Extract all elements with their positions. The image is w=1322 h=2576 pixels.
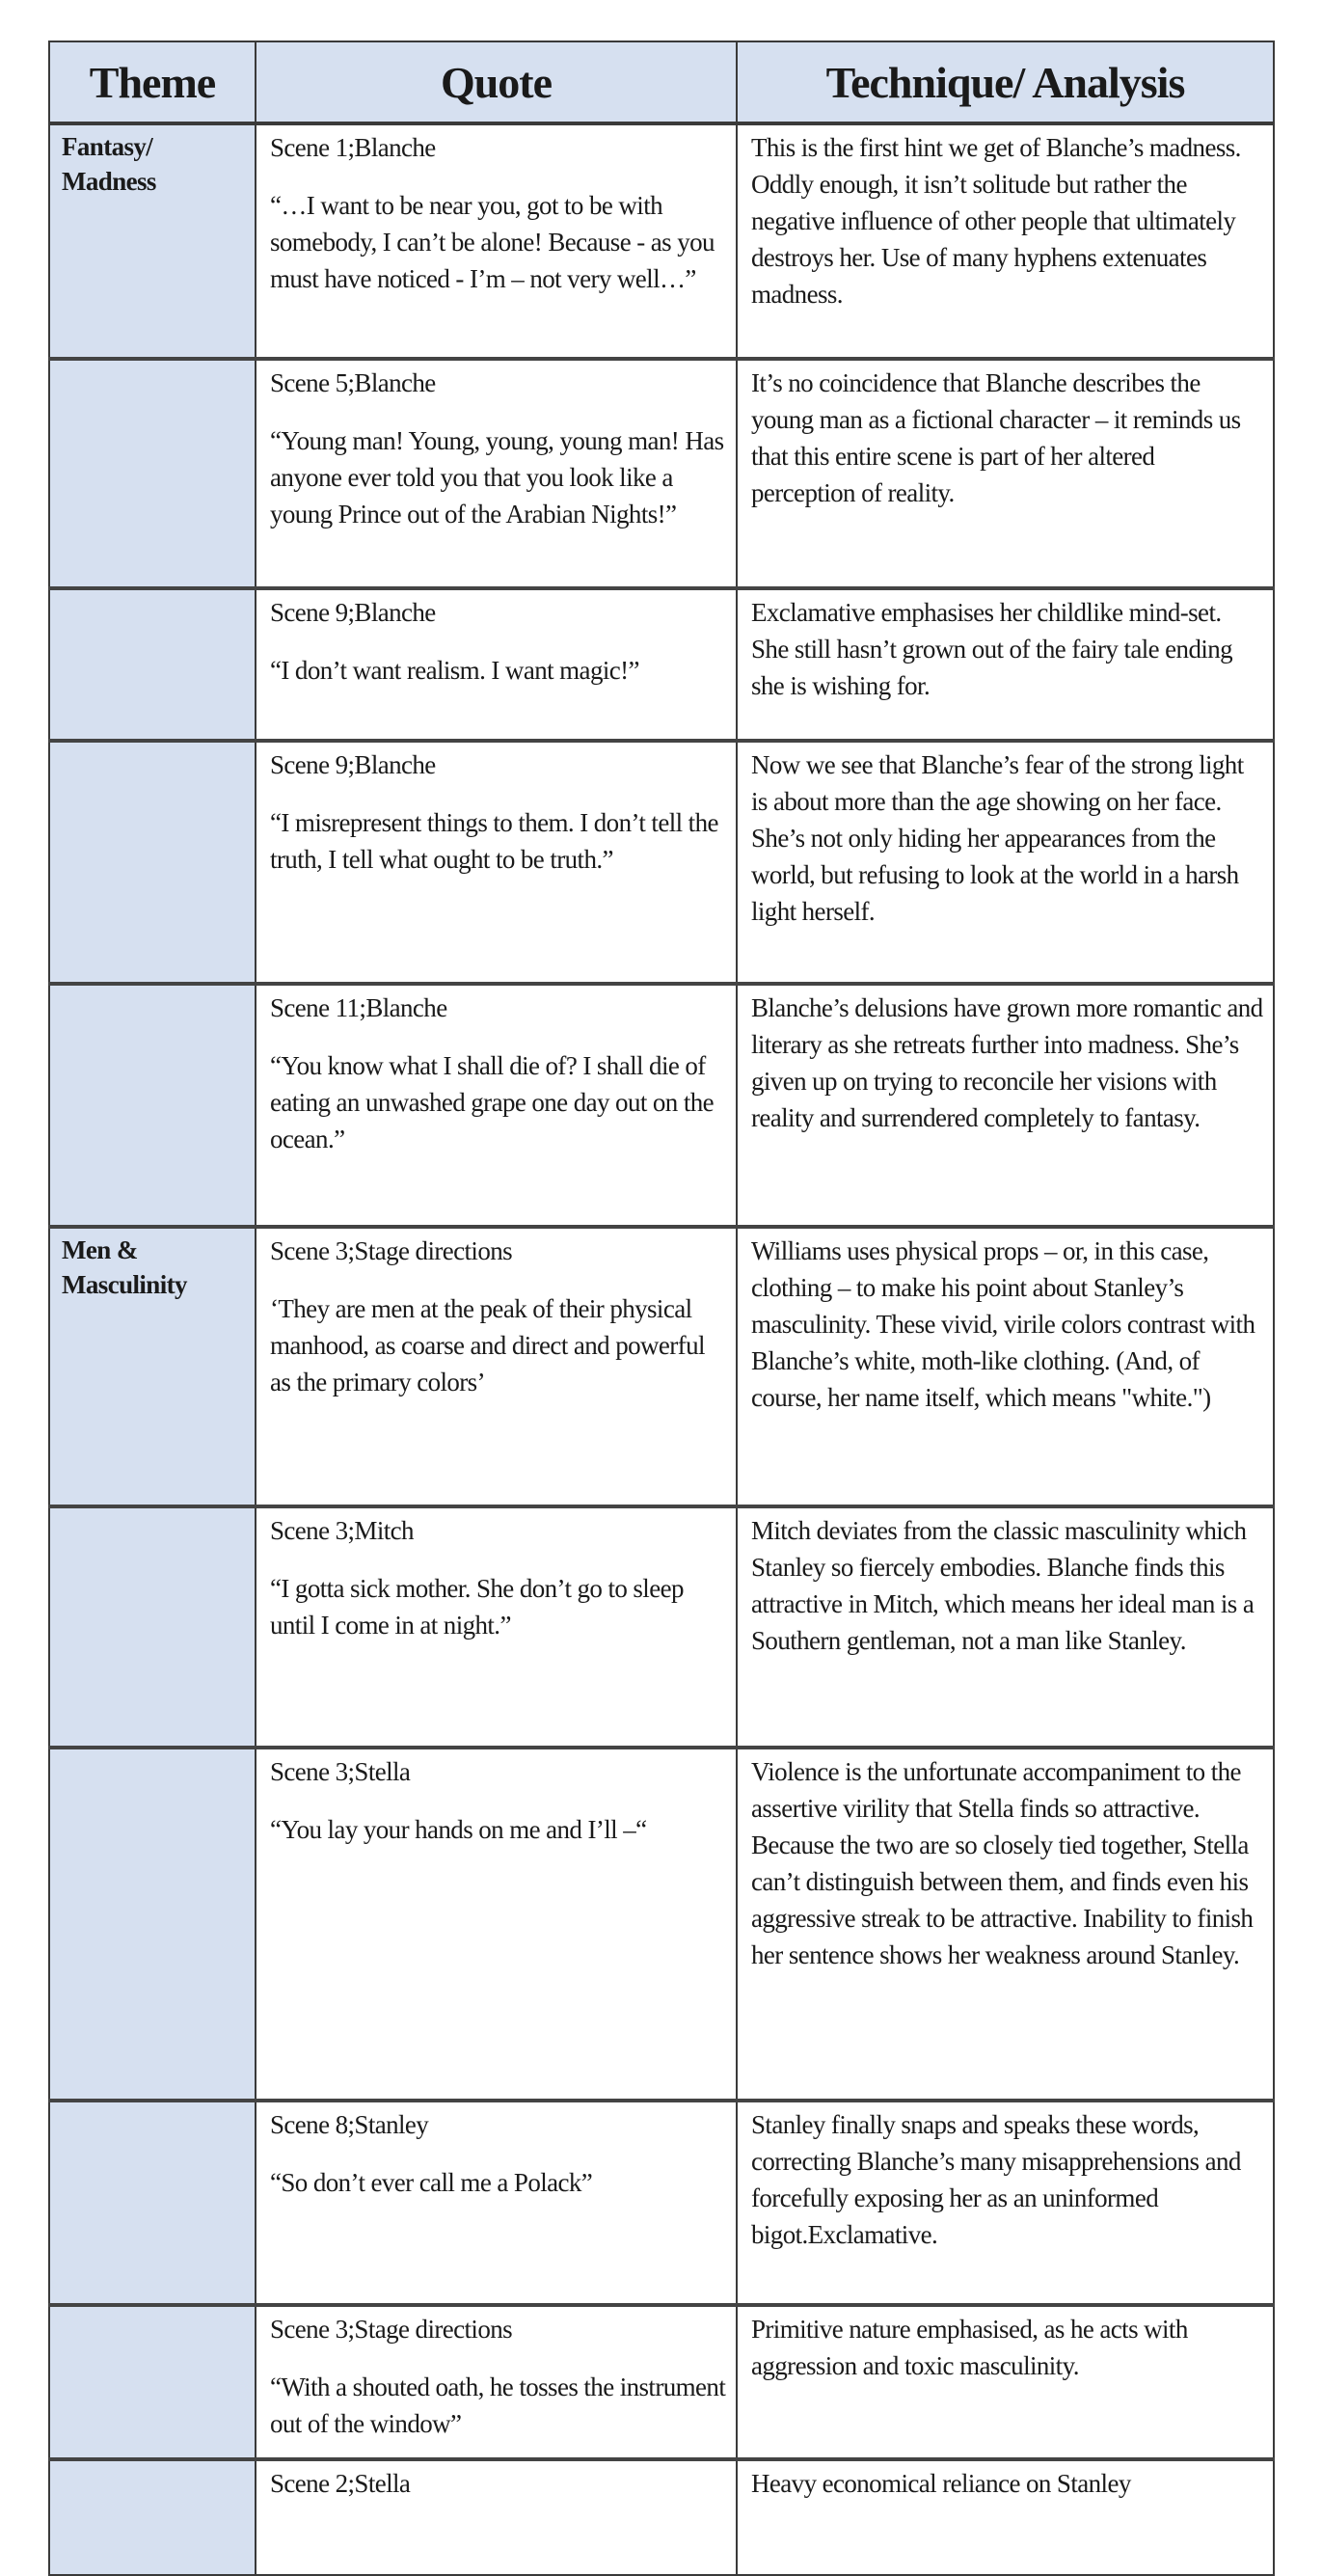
quote-analysis-table (48, 41, 1275, 2576)
theme-cell (49, 588, 256, 741)
quote-cell (256, 2101, 737, 2305)
theme-cell: Men & Masculinity (49, 1227, 256, 1506)
quote-cell (256, 1506, 737, 1748)
scene-label: Scene 3;Stage directions (270, 2315, 513, 2344)
analysis-cell: Williams uses physical props – or, in this case, clothing – to make his point about Stanley’s masculinity. These vivid, virile colors contrast with Blanche’s white, moth-like clothing. (And, of course, her name itself, which means "white.") (737, 1227, 1274, 1506)
analysis-cell: Primitive nature emphasised, as he acts with aggression and toxic masculinity. (737, 2305, 1274, 2459)
table-row (49, 741, 1274, 984)
analysis-cell: It’s no coincidence that Blanche describes the young man as a fictional character – it reminds us that this entire scene is part of her altered perception of reality. (737, 359, 1274, 588)
quote-cell (256, 741, 737, 984)
scene-label: Scene 3;Stage directions (270, 1236, 513, 1265)
quote-text: “You know what I shall die of? I shall die of eating an unwashed grape one day out on the ocean.” (270, 1051, 715, 1153)
quote-text: “You lay your hands on me and I’ll –“ (270, 1815, 647, 1844)
analysis-cell: Stanley finally snaps and speaks these words, correcting Blanche’s many misapprehensions and forcefully exposing her as an uninformed bigot.Exclamative. (737, 2101, 1274, 2305)
table-row (49, 984, 1274, 1227)
analysis-cell: This is the first hint we get of Blanche’s madness. Oddly enough, it isn’t solitude but rather the negative influence of other people that ultimately destroys her. Use of many hyphens extenuates madness. (737, 123, 1274, 359)
scene-label: Scene 1;Blanche (270, 133, 436, 162)
quote-cell (256, 359, 737, 588)
table-row (49, 2101, 1274, 2305)
quote-cell (256, 588, 737, 741)
scene-label: Scene 11;Blanche (270, 993, 447, 1022)
quote-cell (256, 2459, 737, 2575)
scene-label: Scene 9;Blanche (270, 598, 436, 627)
analysis-cell: Exclamative emphasises her childlike mind-set. She still hasn’t grown out of the fairy tale ending she is wishing for. (737, 588, 1274, 741)
quote-text: ‘They are men at the peak of their physical manhood, as coarse and direct and powerful as the primary colors’ (270, 1294, 705, 1396)
quote-cell (256, 1227, 737, 1506)
analysis-cell: Violence is the unfortunate accompaniment to the assertive virility that Stella finds so attractive. Because the two are so closely tied together, Stella can’t distinguish between them, and finds even his aggressive streak to be attractive. Inability to finish her sentence shows her weakness around Stanley. (737, 1748, 1274, 2101)
table-row (49, 588, 1274, 741)
table-row (49, 359, 1274, 588)
table-row (49, 1506, 1274, 1748)
theme-cell: Fantasy/ Madness (49, 123, 256, 359)
quote-cell (256, 2305, 737, 2459)
quote-text: “Young man! Young, young, young man! Has anyone ever told you that you look like a young Prince out of the Arabian Nights!” (270, 426, 724, 529)
analysis-cell: Blanche’s delusions have grown more romantic and literary as she retreats further into madness. She’s given up on trying to reconcile her visions with reality and surrendered completely to fantasy. (737, 984, 1274, 1227)
theme-cell (49, 2305, 256, 2459)
quote-cell (256, 123, 737, 359)
quote-text: “With a shouted oath, he tosses the instrument out of the window” (270, 2373, 726, 2438)
quote-cell (256, 1748, 737, 2101)
theme-cell (49, 1506, 256, 1748)
analysis-cell: Heavy economical reliance on Stanley (737, 2459, 1274, 2575)
theme-cell (49, 359, 256, 588)
quote-text: “I don’t want realism. I want magic!” (270, 656, 639, 685)
table-row (49, 1227, 1274, 1506)
scene-label: Scene 3;Mitch (270, 1516, 414, 1545)
quote-text: “…I want to be near you, got to be with somebody, I can’t be alone! Because - as you must have noticed - I’m – not very well…” (270, 191, 715, 293)
analysis-cell: Mitch deviates from the classic masculinity which Stanley so fiercely embodies. Blanche finds this attractive in Mitch, which means her ideal man is a Southern gentleman, not a man like Stanley. (737, 1506, 1274, 1748)
analysis-cell: Now we see that Blanche’s fear of the strong light is about more than the age showing on her face. She’s not only hiding her appearances from the world, but refusing to look at the world in a harsh light herself. (737, 741, 1274, 984)
scene-label: Scene 8;Stanley (270, 2110, 429, 2139)
quote-analysis-table-container (48, 41, 1273, 2576)
table-row (49, 1748, 1274, 2101)
quote-text: “I misrepresent things to them. I don’t tell the truth, I tell what ought to be truth.” (270, 808, 718, 874)
theme-cell (49, 984, 256, 1227)
scene-label: Scene 5;Blanche (270, 368, 436, 397)
quote-cell (256, 984, 737, 1227)
header-theme: Theme (49, 41, 256, 123)
scene-label: Scene 2;Stella (270, 2469, 411, 2498)
table-row (49, 2305, 1274, 2459)
header-analysis: Technique/ Analysis (737, 41, 1274, 123)
scene-label: Scene 9;Blanche (270, 750, 436, 779)
quote-text: “I gotta sick mother. She don’t go to sleep until I come in at night.” (270, 1574, 684, 1640)
theme-cell (49, 2101, 256, 2305)
table-row (49, 2459, 1274, 2575)
header-row (49, 41, 1274, 123)
scene-label: Scene 3;Stella (270, 1757, 411, 1786)
table-row (49, 123, 1274, 359)
quote-text: “So don’t ever call me a Polack” (270, 2168, 593, 2197)
theme-cell (49, 1748, 256, 2101)
header-quote: Quote (256, 41, 737, 123)
theme-cell (49, 741, 256, 984)
theme-cell (49, 2459, 256, 2575)
